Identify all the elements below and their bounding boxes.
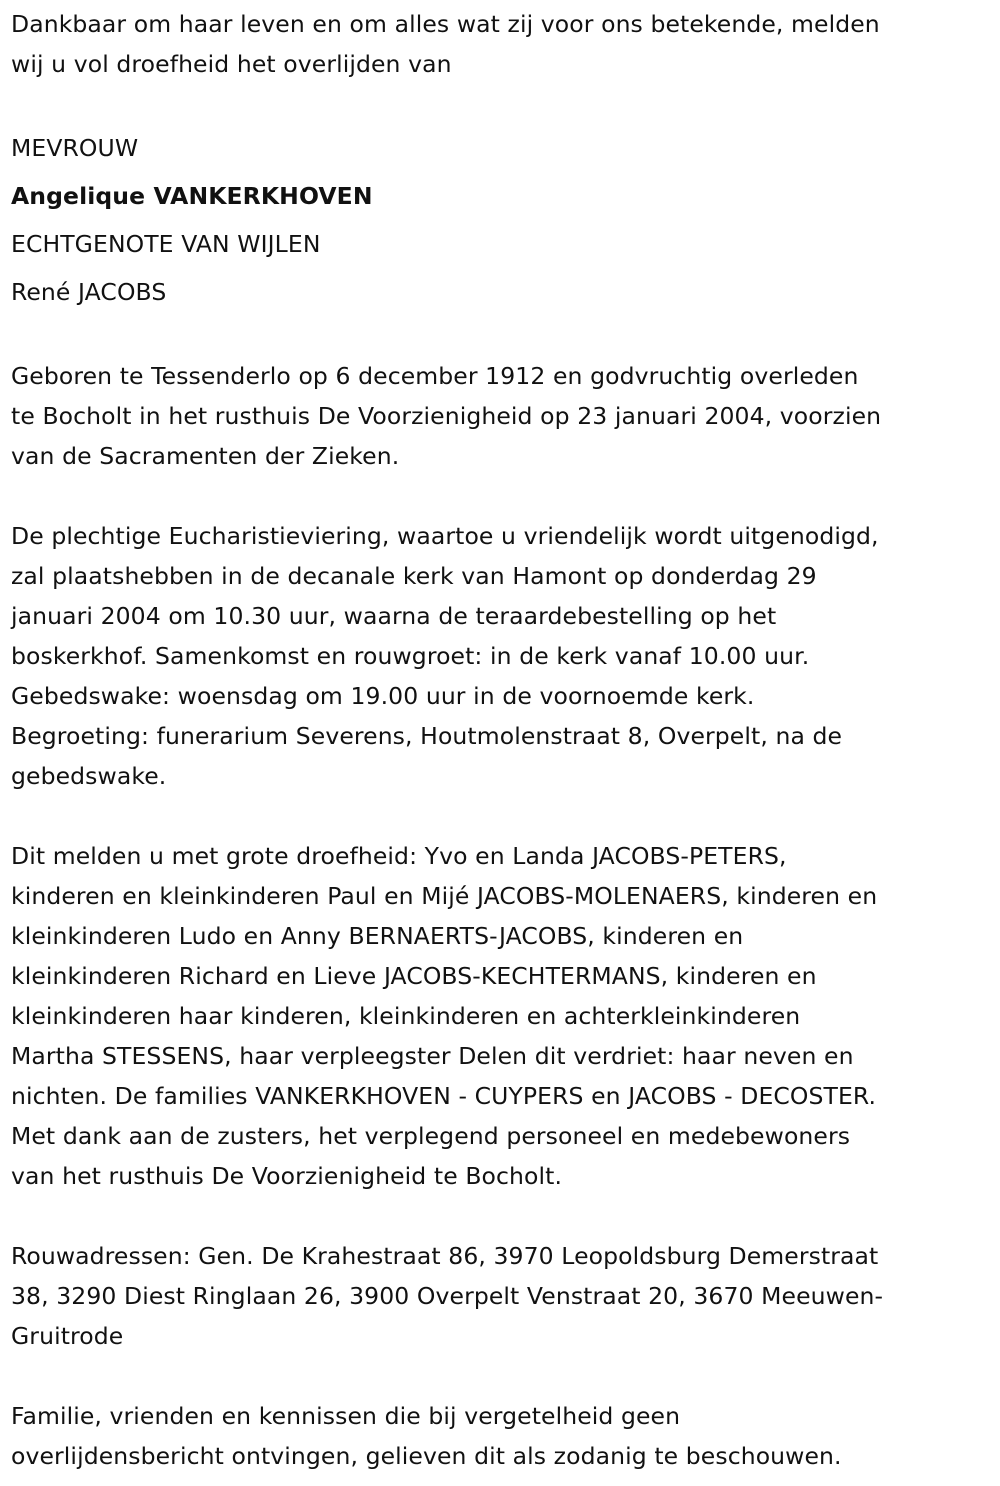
deceased-name: Angelique VANKERKHOVEN bbox=[11, 182, 373, 210]
text-line: De plechtige Eucharistieviering, waartoe u vriendelijk wordt uitgenodigd, bbox=[11, 522, 879, 550]
text-line: Dankbaar om haar leven en om alles wat zij voor ons betekende, melden bbox=[11, 10, 880, 38]
text-line: van de Sacramenten der Zieken. bbox=[11, 442, 400, 470]
text-line: kleinkinderen haar kinderen, kleinkinderen en achterkleinkinderen bbox=[11, 1002, 801, 1030]
text-line: overlijdensbericht ontvingen, gelieven dit als zodanig te beschouwen. bbox=[11, 1442, 842, 1470]
text-line: Dit melden u met grote droefheid: Yvo en Landa JACOBS-PETERS, bbox=[11, 842, 787, 870]
text-line: januari 2004 om 10.30 uur, waarna de teraardebestelling op het bbox=[11, 602, 777, 630]
family-paragraph bbox=[11, 836, 993, 1196]
salutation: MEVROUW bbox=[11, 134, 139, 162]
birth-death-paragraph bbox=[11, 356, 993, 476]
text-line: nichten. De families VANKERKHOVEN - CUYPERS en JACOBS - DECOSTER. bbox=[11, 1082, 877, 1110]
deceased-block bbox=[11, 124, 993, 316]
text-line: Gebedswake: woensdag om 19.00 uur in de voornoemde kerk. bbox=[11, 682, 755, 710]
addresses-paragraph bbox=[11, 1236, 993, 1356]
ceremony-paragraph bbox=[11, 516, 993, 796]
text-line: Met dank aan de zusters, het verplegend personeel en medebewoners bbox=[11, 1122, 851, 1150]
text-line: Gruitrode bbox=[11, 1322, 124, 1350]
text-line: boskerkhof. Samenkomst en rouwgroet: in de kerk vanaf 10.00 uur. bbox=[11, 642, 810, 670]
text-line: Rouwadressen: Gen. De Krahestraat 86, 3970 Leopoldsburg Demerstraat bbox=[11, 1242, 879, 1270]
text-line: 38, 3290 Diest Ringlaan 26, 3900 Overpelt Venstraat 20, 3670 Meeuwen- bbox=[11, 1282, 884, 1310]
text-line: Martha STESSENS, haar verpleegster Delen dit verdriet: haar neven en bbox=[11, 1042, 854, 1070]
spouse-name: René JACOBS bbox=[11, 278, 167, 306]
text-line: kleinkinderen Richard en Lieve JACOBS-KECHTERMANS, kinderen en bbox=[11, 962, 817, 990]
text-line: van het rusthuis De Voorzienigheid te Bocholt. bbox=[11, 1162, 563, 1190]
text-line: wij u vol droefheid het overlijden van bbox=[11, 50, 452, 78]
text-line: Geboren te Tessenderlo op 6 december 1912 en godvruchtig overleden bbox=[11, 362, 859, 390]
intro-paragraph bbox=[11, 4, 993, 84]
text-line: gebedswake. bbox=[11, 762, 167, 790]
text-line: Begroeting: funerarium Severens, Houtmolenstraat 8, Overpelt, na de bbox=[11, 722, 843, 750]
text-line: kleinkinderen Ludo en Anny BERNAERTS-JACOBS, kinderen en bbox=[11, 922, 744, 950]
relation: ECHTGENOTE VAN WIJLEN bbox=[11, 230, 321, 258]
obituary-notice bbox=[11, 4, 993, 1476]
text-line: zal plaatshebben in de decanale kerk van Hamont op donderdag 29 bbox=[11, 562, 817, 590]
text-line: te Bocholt in het rusthuis De Voorzienigheid op 23 januari 2004, voorzien bbox=[11, 402, 882, 430]
text-line: Familie, vrienden en kennissen die bij vergetelheid geen bbox=[11, 1402, 681, 1430]
text-line: kinderen en kleinkinderen Paul en Mijé JACOBS-MOLENAERS, kinderen en bbox=[11, 882, 878, 910]
closing-paragraph bbox=[11, 1396, 993, 1476]
